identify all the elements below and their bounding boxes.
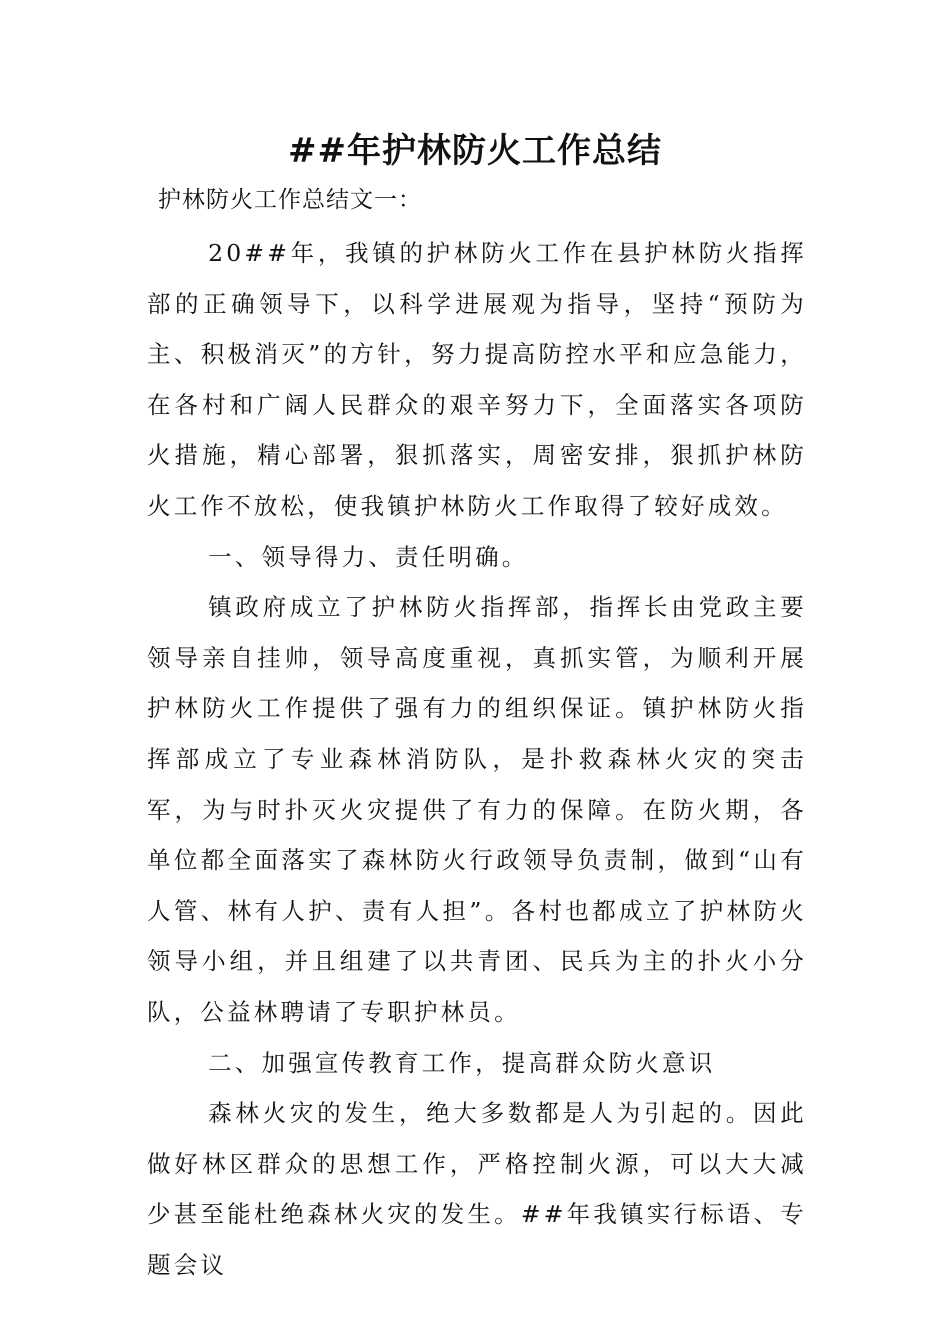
document-subtitle: 护林防火工作总结文一： xyxy=(158,187,422,213)
paragraph-publicity: 森林火灾的发生，绝大多数都是人为引起的。因此做好林区群众的思想工作，严格控制火源，可以大大减少甚至能杜绝森林火灾的发生。##年我镇实行标语、专题会议 xyxy=(147,1099,807,1279)
document-body xyxy=(147,228,807,1290)
document-title: ##年护林防火工作总结 xyxy=(288,131,662,171)
section-heading-leadership: 一、领导得力、责任明确。 xyxy=(208,542,529,571)
section-heading-publicity: 二、加强宣传教育工作，提高群众防火意识 xyxy=(208,1048,716,1077)
paragraph-intro: 20##年，我镇的护林防火工作在县护林防火指挥部的正确领导下，以科学进展观为指导，坚持“预防为主、积极消灭”的方针，努力提高防控水平和应急能力，在各村和广阔人民群众的艰辛努力下，全面落实各项防火措施，精心部署，狠抓落实，周密安排，狠抓护林防火工作不放松，使我镇护林防火工作取得了较好成效。 xyxy=(147,239,807,520)
paragraph-leadership: 镇政府成立了护林防火指挥部，指挥长由党政主要领导亲自挂帅，领导高度重视，真抓实管，为顺利开展护林防火工作提供了强有力的组织保证。镇护林防火指挥部成立了专业森林消防队，是扑救森林火灾的突击军，为与时扑灭火灾提供了有力的保障。在防火期，各单位都全面落实了森林防火行政领导负责制，做到“山有人管、林有人护、责有人担”。各村也都成立了护林防火领导小组，并且组建了以共青团、民兵为主的扑火小分队，公益林聘请了专职护林员。 xyxy=(147,593,807,1026)
